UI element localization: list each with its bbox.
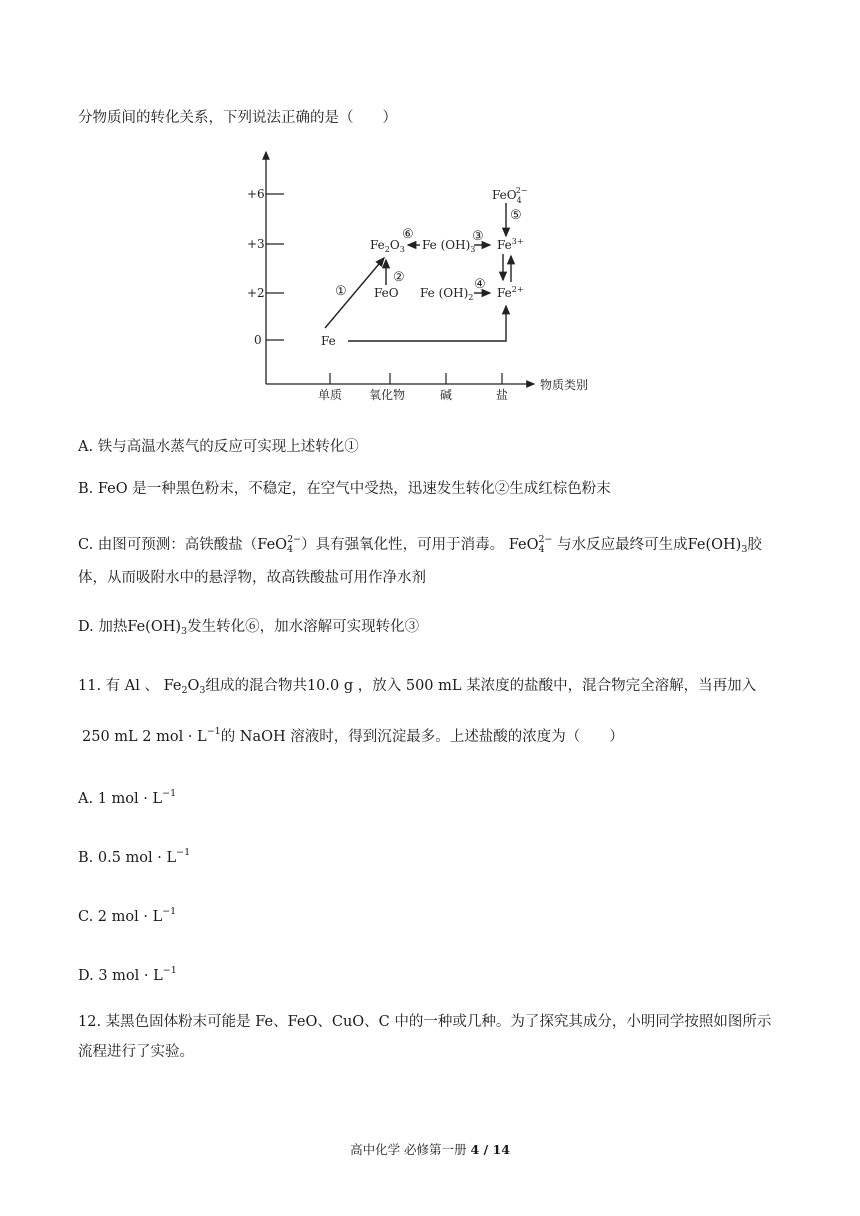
- y-tick-label: +2: [247, 286, 265, 300]
- x-tick-label: 单质: [318, 388, 343, 402]
- species-feoh3: Fe $(OH)_3$: [422, 238, 476, 254]
- species-fe2: $Fe^{2+}$: [497, 285, 524, 300]
- x-tick-label: 碱: [440, 388, 453, 402]
- marker-6: ⑥: [402, 227, 414, 242]
- page-number: 4 / 14: [470, 1142, 510, 1157]
- question-12-line2: 流程进行了实验。: [78, 1044, 194, 1060]
- x-axis-title: 物质类别: [540, 378, 589, 392]
- option-c-line2: 体，从而吸附水中的悬浮物，故高铁酸盐可用作净水剂: [78, 570, 426, 586]
- q11-option-b: B. 0.5 mol · $L^{-1}$: [78, 847, 191, 866]
- species-feoh2: Fe $(OH)_2$: [420, 286, 474, 302]
- option-c-line1: C. 由图可预测：高铁酸盐（FeO$_4^{2-}$）具有强氧化性，可用于消毒。 FeO$_4^{2-}$ 与水反应最终可生成$Fe(OH)_3$胶: [78, 534, 762, 555]
- marker-3: ③: [472, 229, 484, 244]
- question-11-line1: 11. 有 Al 、 $Fe_2O_3$组成的混合物共10.0 g ，放入 500 mL 某浓度的盐酸中，混合物完全溶解，当再加入: [78, 678, 757, 696]
- question-12-line1: 12. 某黑色固体粉末可能是 Fe、FeO、CuO、C 中的一种或几种。为了探究其成分，小明同学按照如图所示: [78, 1014, 772, 1030]
- q11-option-a: A. 1 mol · $L^{-1}$: [78, 788, 177, 807]
- species-fe2o3: $Fe_2O_3$: [370, 238, 405, 254]
- y-tick-label: +3: [247, 237, 265, 251]
- q11-option-d: D. 3 mol · $L^{-1}$: [78, 965, 177, 984]
- marker-1: ①: [335, 284, 347, 299]
- q11-option-c: C. 2 mol · $L^{-1}$: [78, 906, 177, 925]
- species-fe3: $Fe^{3+}$: [497, 237, 524, 252]
- page-footer: 高中化学 必修第一册 4 / 14: [350, 1142, 510, 1157]
- arrow-fe-to-fe2: [348, 306, 506, 341]
- option-a: A. 铁与高温水蒸气的反应可实现上述转化①: [78, 439, 359, 455]
- marker-5: ⑤: [510, 208, 522, 223]
- y-tick-label: +6: [247, 187, 265, 201]
- species-feo4: FeO$_4$2−: [492, 186, 528, 205]
- x-tick-label: 氧化物: [369, 388, 406, 402]
- species-feo: FeO: [374, 286, 399, 300]
- option-d: D. 加热$Fe(OH)_3$发生转化⑥，加水溶解可实现转化③: [78, 619, 420, 637]
- x-tick-label: 盐: [496, 388, 509, 402]
- marker-2: ②: [393, 270, 405, 285]
- iron-valence-diagram: [0, 0, 860, 420]
- marker-4: ④: [474, 277, 486, 292]
- ferrate-ion: FeO: [257, 537, 288, 553]
- question-11-line2: 250 mL 2 mol · $L^{-1}$的 NaOH 溶液时，得到沉淀最多。上述盐酸的浓度为（ ）: [82, 726, 624, 745]
- option-b: B. FeO 是一种黑色粉末，不稳定，在空气中受热，迅速发生转化②生成红棕色粉末: [78, 481, 611, 497]
- question-10-stem: 分物质间的转化关系，下列说法正确的是（ ）: [78, 110, 397, 126]
- y-tick-label: 0: [254, 333, 262, 347]
- species-fe: Fe: [321, 334, 336, 348]
